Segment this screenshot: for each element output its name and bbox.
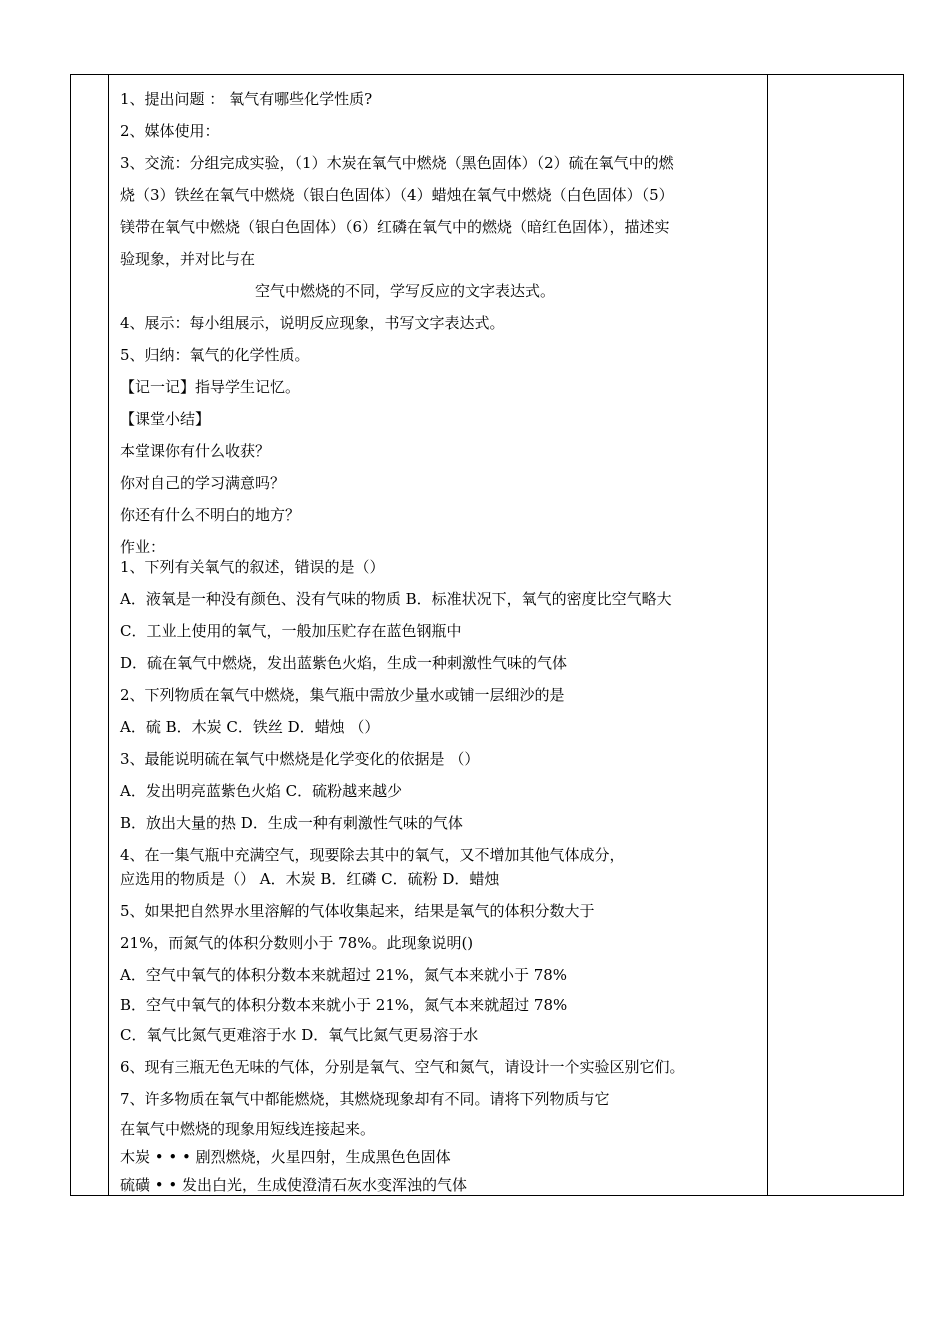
text-line: 5、如果把自然界水里溶解的气体收集起来，结果是氧气的体积分数大于 — [120, 902, 595, 920]
text-line: 木炭 • • • 剧烈燃烧，火星四射，生成黑色色固体 — [120, 1148, 451, 1166]
text-line: 作业： — [120, 538, 166, 556]
text-line: 本堂课你有什么收获？ — [120, 442, 271, 460]
text-line: B．放出大量的热 D．生成一种有刺激性气味的气体 — [120, 814, 463, 832]
text-line: 2、下列物质在氧气中燃烧，集气瓶中需放少量水或铺一层细沙的是 — [120, 686, 565, 704]
lesson-table — [70, 74, 904, 1196]
text-line: A．硫 B．木炭 C．铁丝 D．蜡烛 （） — [120, 718, 380, 736]
text-line: 7、许多物质在氧气中都能燃烧，其燃烧现象却有不同。请将下列物质与它 — [120, 1090, 610, 1108]
text-line: 验现象，并对比与在 — [120, 250, 256, 268]
text-line: 3、最能说明硫在氧气中燃烧是化学变化的依据是 （） — [120, 750, 480, 768]
text-line: B．空气中氧气的体积分数本来就小于 21%，氮气本来就超过 78% — [120, 996, 568, 1014]
text-line: A．液氧是一种没有颜色、没有气味的物质 B．标准状况下，氧气的密度比空气略大 — [120, 590, 672, 608]
text-line: 5、归纳：氧气的化学性质。 — [120, 346, 310, 364]
text-line: C．氧气比氮气更难溶于水 D．氧气比氮气更易溶于水 — [120, 1026, 479, 1044]
text-line: 烧（3）铁丝在氧气中燃烧（银白色固体）（4）蜡烛在氧气中燃烧（白色固体）（5） — [120, 186, 674, 204]
column-divider-right — [767, 75, 768, 1195]
text-line: 镁带在氧气中燃烧（银白色固体）（6）红磷在氧气中的燃烧（暗红色固体），描述实 — [120, 218, 670, 236]
text-line: A．空气中氧气的体积分数本来就超过 21%，氮气本来就小于 78% — [120, 966, 568, 984]
column-divider-left — [108, 75, 109, 1195]
text-line: 应选用的物质是（） A．木炭 B．红磷 C．硫粉 D．蜡烛 — [120, 870, 500, 888]
text-line: D．硫在氧气中燃烧，发出蓝紫色火焰，生成一种刺激性气味的气体 — [120, 654, 568, 672]
text-line: 1、下列有关氧气的叙述，错误的是（） — [120, 558, 385, 576]
text-line: 你还有什么不明白的地方？ — [120, 506, 301, 524]
text-line: 空气中燃烧的不同，学写反应的文字表达式。 — [255, 282, 556, 300]
text-line: 3、交流：分组完成实验，（1）木炭在氧气中燃烧（黑色固体）（2）硫在氧气中的燃 — [120, 154, 674, 172]
text-line: 硫磺 • • 发出白光，生成使澄清石灰水变浑浊的气体 — [120, 1176, 468, 1194]
text-line: A．发出明亮蓝紫色火焰 C．硫粉越来越少 — [120, 782, 403, 800]
text-line: 4、展示：每小组展示，说明反应现象，书写文字表达式。 — [120, 314, 505, 332]
text-line: 1、提出问题 ： 氧气有哪些化学性质? — [120, 90, 373, 108]
text-line: 4、在一集气瓶中充满空气，现要除去其中的氧气，又不增加其他气体成分， — [120, 846, 625, 864]
text-line: 你对自己的学习满意吗？ — [120, 474, 286, 492]
text-line: 2、媒体使用： — [120, 122, 220, 140]
text-line: C．工业上使用的氧气，一般加压贮存在蓝色钢瓶中 — [120, 622, 462, 640]
text-line: 21%，而氮气的体积分数则小于 78%。此现象说明() — [120, 934, 474, 952]
text-line: 6、现有三瓶无色无味的气体，分别是氧气、空气和氮气，请设计一个实验区别它们。 — [120, 1058, 685, 1076]
text-line: 【课堂小结】 — [120, 410, 211, 428]
text-line: 【记一记】指导学生记忆。 — [120, 378, 301, 396]
text-line: 在氧气中燃烧的现象用短线连接起来。 — [120, 1120, 376, 1138]
